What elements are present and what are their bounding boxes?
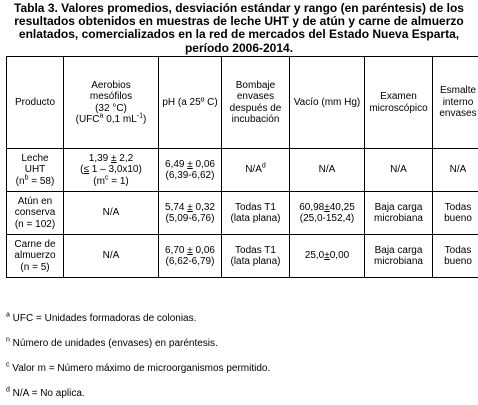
cell-aerobios: 1,39 ± 2,2 (≤ 1 – 3,0x10) $(m^c = 1)$ <box>64 149 159 192</box>
cell-examen: N/A <box>365 149 433 192</box>
header-bombaje: Bombaje envases después de incubación <box>222 57 290 149</box>
cell-esmalte: Todas bueno <box>433 192 478 235</box>
header-producto: Producto <box>7 57 64 149</box>
table-title <box>4 2 474 55</box>
cell-producto: Atún en conserva (n = 102) <box>7 192 64 235</box>
cell-ph: 6,49 ± 0,06 (6,39-6,62) <box>159 149 222 192</box>
cell-aerobios: N/A <box>64 235 159 278</box>
cell-esmalte: N/A <box>433 149 478 192</box>
title-line: enlatados, comercializados en la red de mercados del Estado Nueva Esparta, <box>18 27 460 42</box>
cell-esmalte: Todas bueno <box>433 235 478 278</box>
footnote: $^a$ UFC = Unidades formadoras de colonias. <box>6 311 197 324</box>
results-table <box>6 56 478 278</box>
header-vacio: Vacío (mm Hg) <box>290 57 365 149</box>
cell-bombaje: Todas T1 (lata plana) <box>222 192 290 235</box>
header-ph: pH (a 25º C) <box>159 57 222 149</box>
table-header-row <box>7 57 478 149</box>
cell-aerobios: N/A <box>64 192 159 235</box>
cell-vacio: N/A <box>290 149 365 192</box>
title-line: período 2006-2014. <box>184 40 294 55</box>
footnote: $^d$ N/A = No aplica. <box>6 386 85 399</box>
footnote: $^c$ Valor m = Número máximo de microorganismos permitido. <box>6 361 271 374</box>
cell-producto: Leche UHT $(n^b = 58)$ <box>7 149 64 192</box>
cell-vacio: 25,0±0,00 <box>290 235 365 278</box>
table-row <box>7 192 478 235</box>
cell-examen: Baja carga microbiana <box>365 235 433 278</box>
header-examen: Examen microscópico <box>365 57 433 149</box>
cell-bombaje: $N/A^d$ <box>222 149 290 192</box>
header-esmalte: Esmalte interno envases <box>433 57 478 149</box>
cell-producto: Carne de almuerzo (n = 5) <box>7 235 64 278</box>
header-aerobios: Aerobios mesófilos (32 °C) (UFC$^a$ 0,1 $mL^{-1}$) <box>64 57 159 149</box>
cell-bombaje: Todas T1 (lata plana) <box>222 235 290 278</box>
title-line: Tabla 3. Valores promedios, desviación estándar y rango (en paréntesis) de los <box>14 1 464 15</box>
footnote: $^n$ Número de unidades (envases) en paréntesis. <box>6 336 218 349</box>
table-row <box>7 149 478 192</box>
cell-examen: Baja carga microbiana <box>365 192 433 235</box>
table-row <box>7 235 478 278</box>
title-line: resultados obtenidos en muestras de leche UHT y de atún y carne de almuerzo <box>14 14 464 29</box>
cell-vacio: 60,98±40,25 (25,0-152,4) <box>290 192 365 235</box>
cell-ph: 6,70 ± 0,06 (6,62-6,79) <box>159 235 222 278</box>
cell-ph: 5,74 ± 0,32 (5,09-6,76) <box>159 192 222 235</box>
